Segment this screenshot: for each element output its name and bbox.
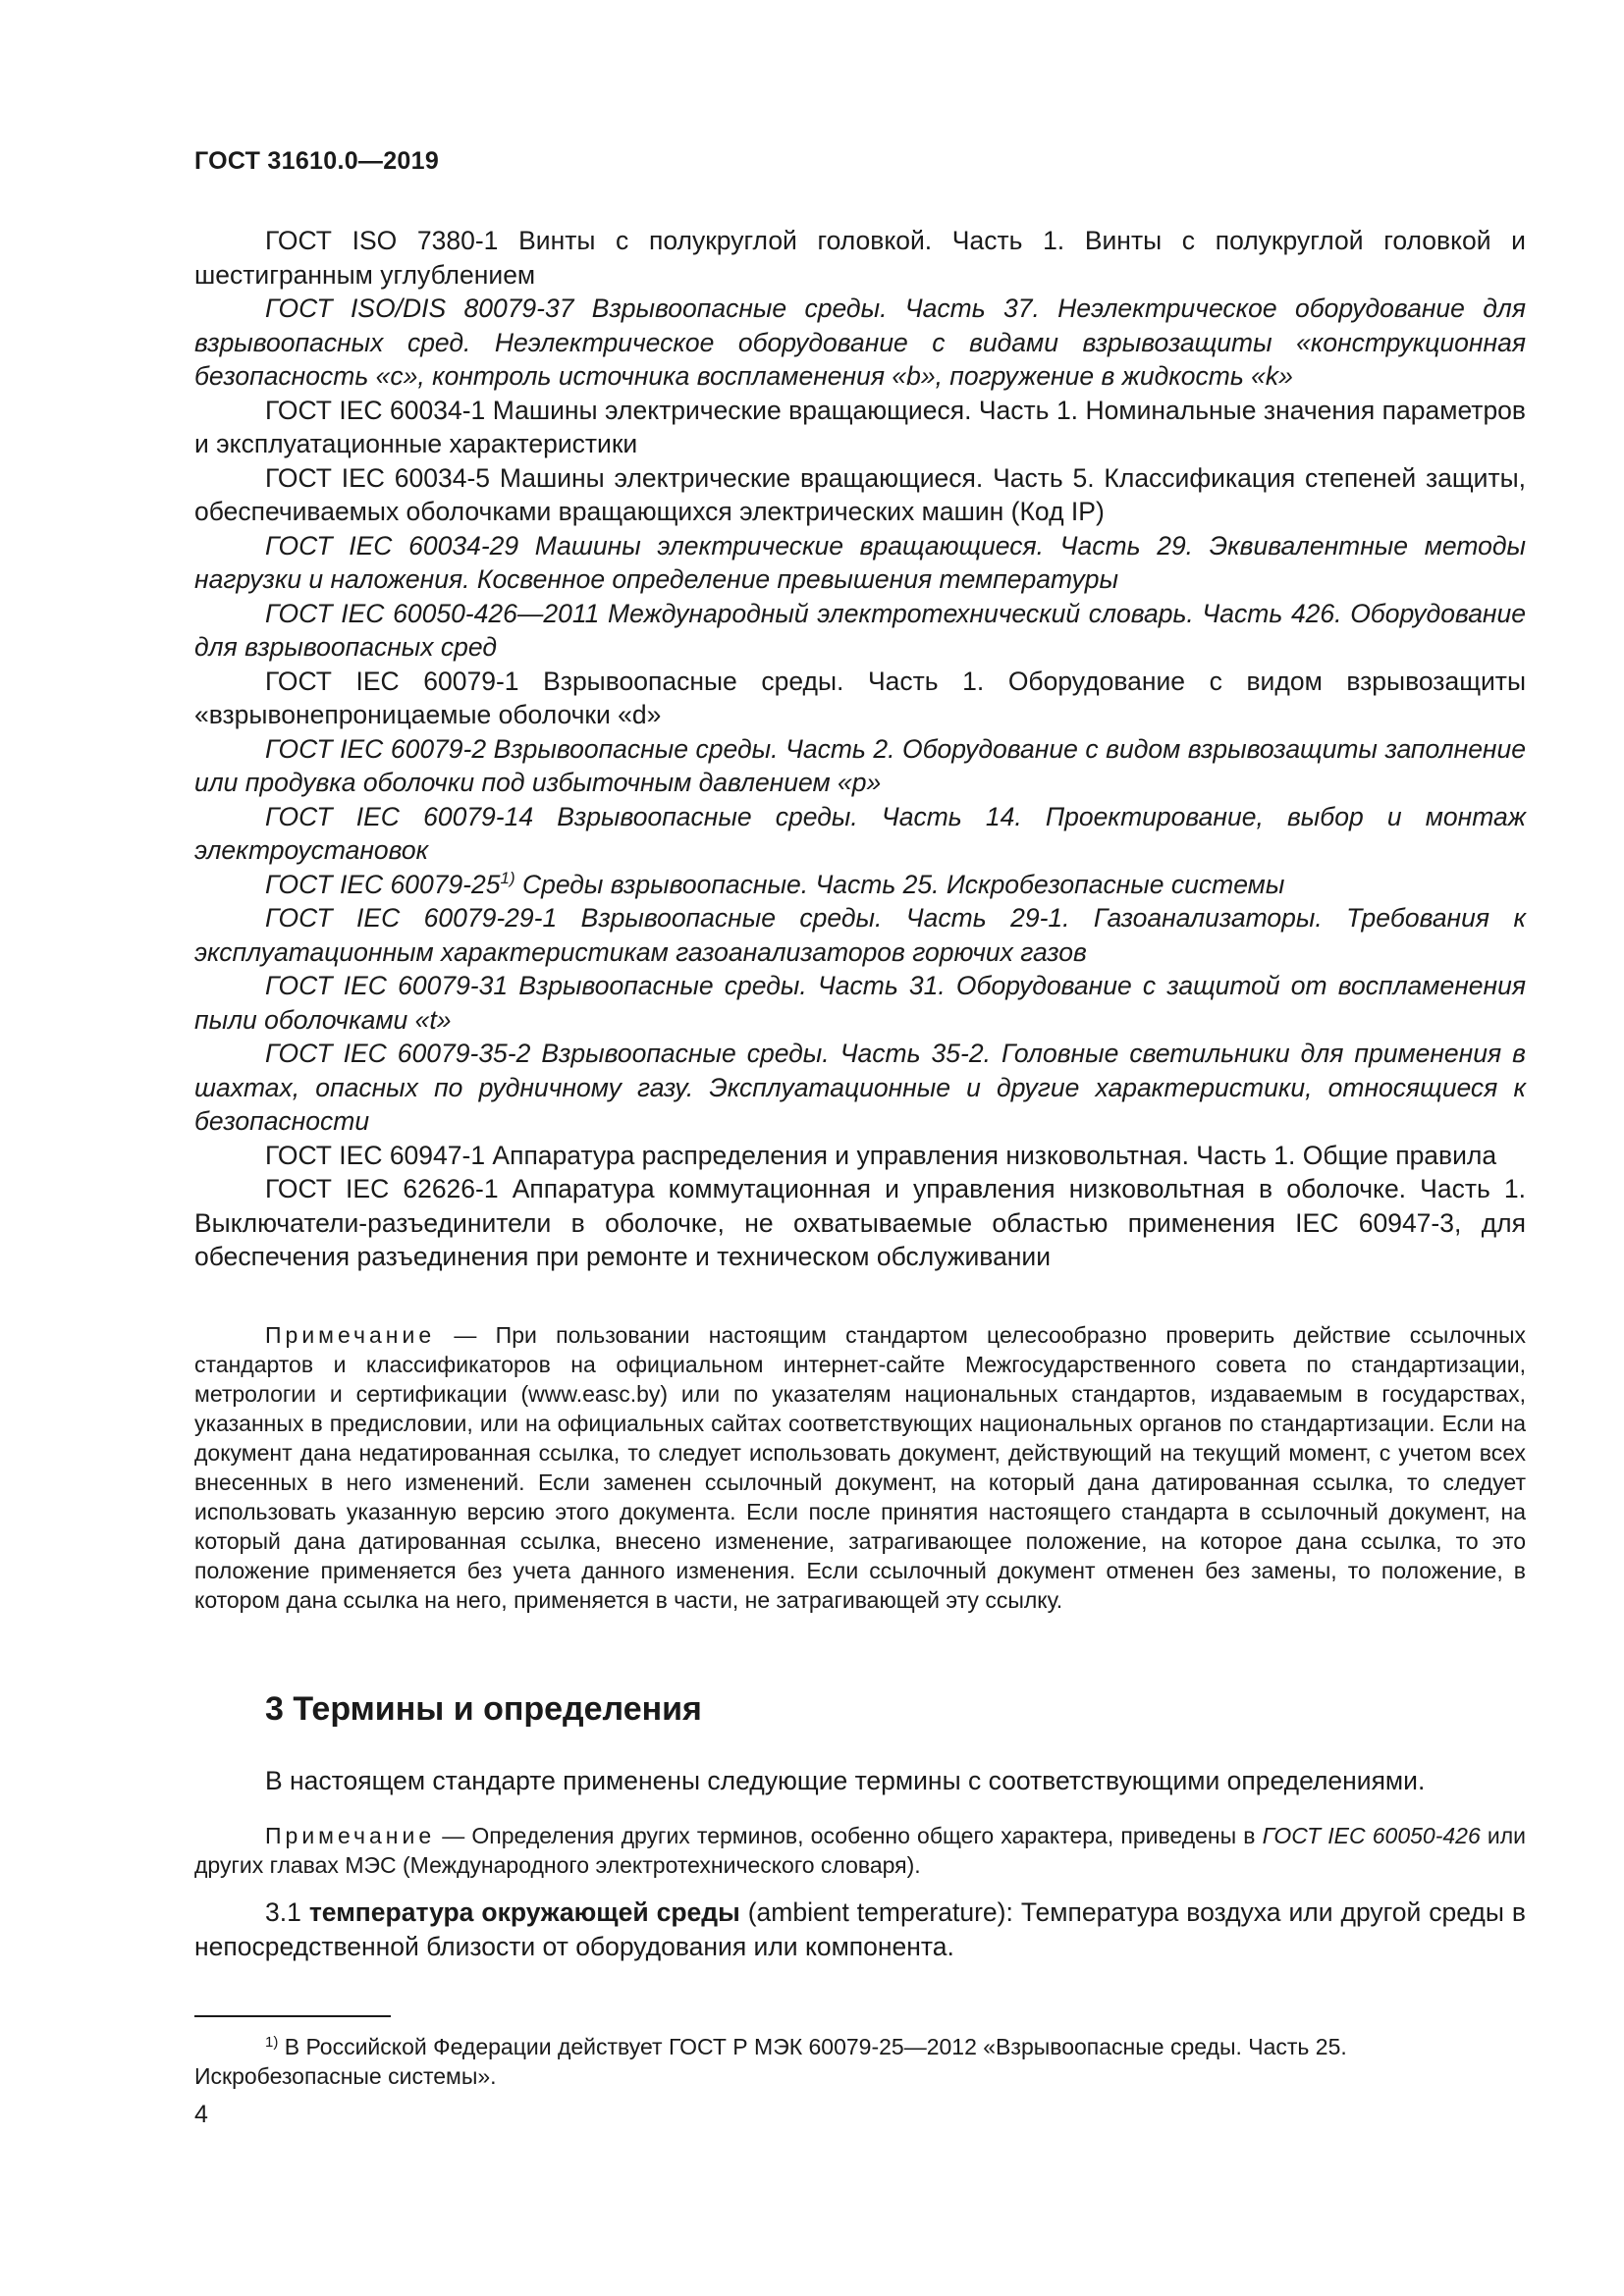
reference-code: ГОСТ IEC 60079-25 [265,869,501,899]
reference-item: ГОСТ ISO/DIS 80079-37 Взрывоопасные среды. Часть 37. Неэлектрическое оборудование для взрывоопасных сред. Неэлектрическое оборудование с видами взрывозащиты «конструкционная безопасность «с», контроль источника воспламенения «b», погружение в жидкость «k» [194,294,1526,391]
footnote [194,2032,1526,2091]
reference-item: ГОСТ IEC 60079-14 Взрывоопасные среды. Часть 14. Проектирование, выбор и монтаж электроустановок [194,801,1526,865]
page-number: 4 [194,2101,208,2128]
note-reference: ГОСТ IEC 60050-426 [1262,1823,1481,1848]
reference-item: ГОСТ IEC 60050-426—2011 Международный электротехнический словарь. Часть 426. Оборудование для взрывоопасных сред [194,598,1526,662]
note-label: Примечание [265,1322,436,1348]
reference-item: ГОСТ IEC 60947-1 Аппаратура распределения и управления низковольтная. Часть 1. Общие правила [265,1140,1497,1170]
section-intro: В настоящем стандарте применены следующие термины с соответствующими определениями. [265,1766,1426,1795]
reference-item-with-footnote [194,868,1526,902]
note-label: Примечание [265,1823,436,1848]
note-text-end: или других главах МЭС (Международного электротехнического словаря). [194,1823,1526,1878]
reference-item: ГОСТ IEC 60034-1 Машины электрические вращающиеся. Часть 1. Номинальные значения параметров и эксплуатационные характеристики [194,395,1526,458]
reference-item: ГОСТ IEC 60034-5 Машины электрические вращающиеся. Часть 5. Классификация степеней защиты, обеспечиваемых оболочками вращающихся электрических машин (Код IP) [194,462,1526,526]
reference-item: ГОСТ IEC 60079-35-2 Взрывоопасные среды. Часть 35-2. Головные светильники для применения в шахтах, опасных по рудничному газу. Эксплуатационные и другие характеристики, относящиеся к безопасности [194,1039,1526,1136]
section-title: 3 Термины и определения [265,1690,702,1728]
normative-references-list [194,224,1526,1274]
term-number: 3.1 [265,1897,309,1927]
term-name: температура окружающей среды [308,1897,740,1927]
terms-note [194,1821,1526,1880]
term-definition [194,1896,1526,1964]
reference-item: ГОСТ IEC 60079-31 Взрывоопасные среды. Часть 31. Оборудование с защитой от воспламенения пыли оболочками «t» [194,971,1526,1035]
footnote-mark: 1) [265,2034,279,2051]
reference-item: ГОСТ IEC 60079-29-1 Взрывоопасные среды. Часть 29-1. Газоанализаторы. Требования к эксплуатационным характеристикам газоанализаторов горючих газов [194,903,1526,967]
reference-item: ГОСТ IEC 60079-1 Взрывоопасные среды. Часть 1. Оборудование с видом взрывозащиты «взрывонепроницаемые оболочки «d» [194,666,1526,729]
reference-item: ГОСТ IEC 60034-29 Машины электрические вращающиеся. Часть 29. Эквивалентные методы нагрузки и наложения. Косвенное определение превышения температуры [194,530,1526,594]
note-text: — Определения других терминов, особенно общего характера, приведены в [435,1823,1263,1848]
footnote-mark: 1) [500,868,515,887]
reference-item: ГОСТ ISO 7380-1 Винты с полукруглой головкой. Часть 1. Винты с полукруглой головкой и шестигранным углублением [194,226,1526,290]
document-code-header: ГОСТ 31610.0—2019 [194,147,440,175]
reference-item: ГОСТ IEC 62626-1 Аппаратура коммутационная и управления низковольтная в оболочке. Часть 1. Выключатели-разъединители в оболочке, не охватываемые областью применения IEC 60947-3, для обеспечения разъединения при ремонте и техническом обслуживании [194,1174,1526,1271]
reference-title: Среды взрывоопасные. Часть 25. Искробезопасные системы [514,869,1285,899]
footnote-text: В Российской Федерации действует ГОСТ Р МЭК 60079-25—2012 «Взрывоопасные среды. Часть 25. Искробезопасные системы». [194,2034,1347,2089]
references-note [194,1320,1526,1615]
note-text: — При пользовании настоящим стандартом целесообразно проверить действие ссылочных стандартов и классификаторов на официальном интернет-сайте Межгосударственного совета по стандартизации, метрологии и сертификации (www.easc.by) или по указателям национальных стандартов, издаваемым в государствах, указанных в предисловии, или на официальных сайтах соответствующих национальных органов по стандартизации. Если на документ дана недатированная ссылка, то следует использовать документ, действующий на текущий момент, с учетом всех внесенных в него изменений. Если заменен ссылочный документ, на который дана датированная ссылка, то следует использовать указанную версию этого документа. Если после принятия настоящего стандарта в ссылочный документ, на который дана датированная ссылка, внесено изменение, затрагивающее положение, на которое дана ссылка, то это положение применяется без учета данного изменения. Если ссылочный документ отменен без замены, то положение, в котором дана ссылка на него, применяется в части, не затрагивающей эту ссылку. [194,1322,1526,1613]
reference-item: ГОСТ IEC 60079-2 Взрывоопасные среды. Часть 2. Оборудование с видом взрывозащиты заполнение или продувка оболочки под избыточным давлением «р» [194,733,1526,797]
term-description: (ambient temperature): Температура воздуха или другой среды в непосредственной близости от оборудования или компонента. [194,1897,1526,1961]
footnote-divider [194,2015,391,2017]
